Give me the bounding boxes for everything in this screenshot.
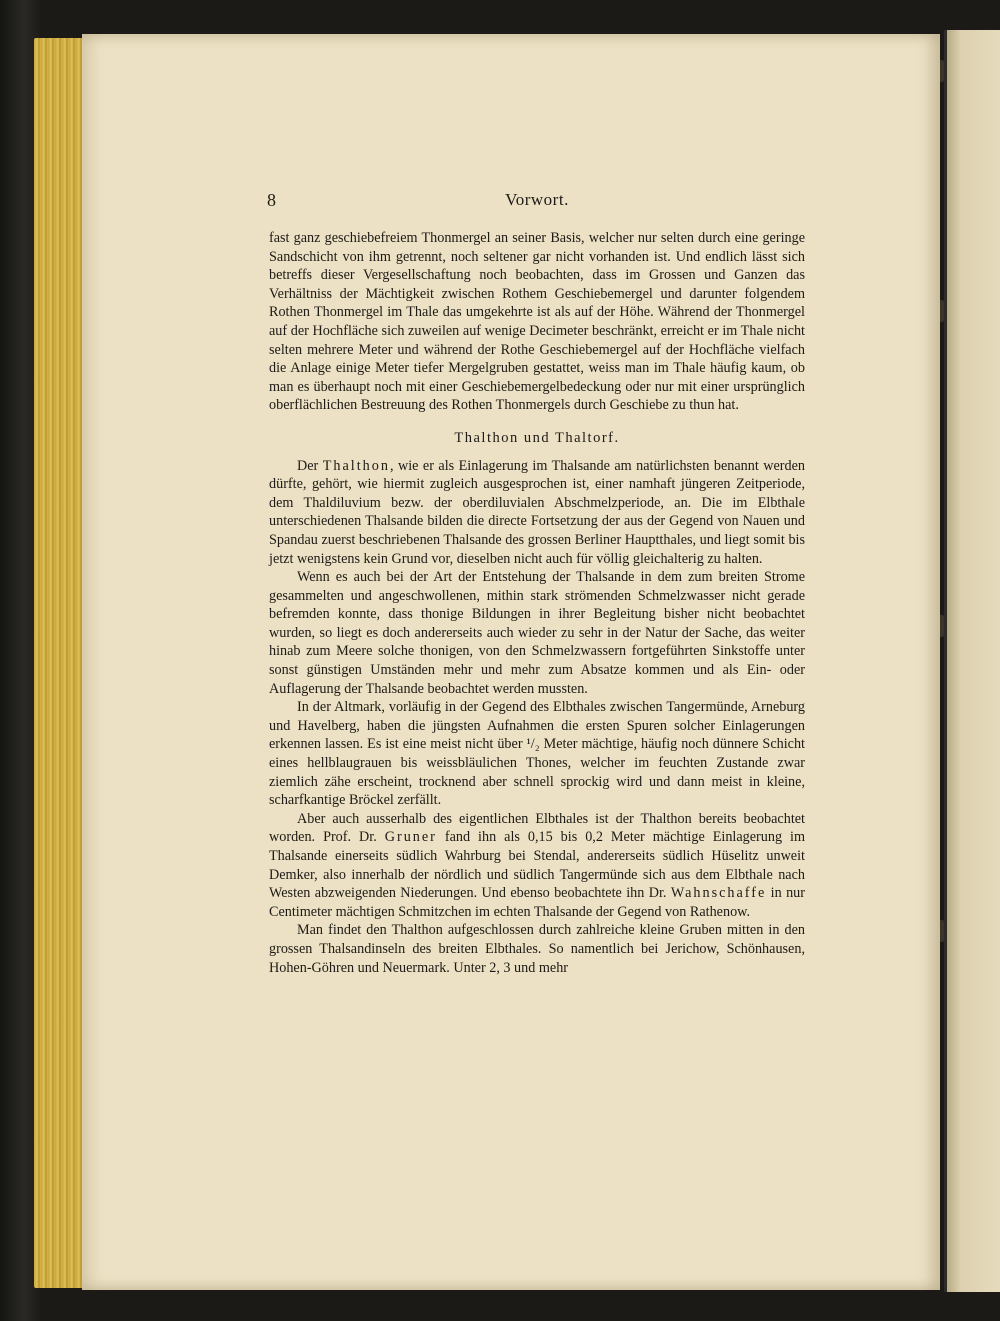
spaced-name: Wahnschaffe	[670, 885, 767, 902]
section-heading: Thalthon und Thaltorf.	[454, 429, 620, 446]
paragraph: Der Thalthon, wie er als Einlagerung im Thalsande am natürlichsten benannt werden dürfte, gehört, wie hiermit zugleich ausgesprochen ist, einer namhaft jüngeren Zeitperiode, dem Thaldiluvium bezw. der oberdiluvialen Abschmelzperiode, an. Die im Elbthale unterschiedenen Thalsande bilden die directe Fortsetzung der aus der Gegend von Nauen und Spandau zuerst beschriebenen Thalsande des grossen Berliner Hauptthales, und liegt somit bis jetzt wenigstens kein Grund vor, dieselben nicht auch für völlig gleichalterig zu halten.	[269, 457, 805, 567]
running-head: Vorwort.	[505, 190, 569, 209]
spaced-name: Thalthon	[322, 457, 390, 474]
page-number: 8	[267, 190, 276, 210]
spaced-name: Gruner	[384, 829, 437, 846]
page-header	[267, 190, 807, 216]
paragraph: In der Altmark, vorläufig in der Gegend des Elbthales zwischen Tangermünde, Arneburg und Havelberg, haben die jüngsten Aufnahmen die ersten Spuren solcher Einlagerungen erkennen lassen. Es ist eine meist nicht über ¹/₂ Meter mächtige, häufig noch dünnere Schicht eines hellblaugrauen bis weissbläulichen Thones, welcher im feuchten Zustande zwar ziemlich zähe erscheint, trocknend aber schnell sprockig wird und dann meist in kleine, scharfkantige Bröckel zerfällt.	[269, 699, 805, 809]
paragraph: Man findet den Thalthon aufgeschlossen durch zahlreiche kleine Gruben mitten in den grossen Thalsandinseln des breiten Elbthales. So namentlich bei Jerichow, Schönhausen, Hohen-Göhren und Neuermark. Unter 2, 3 und mehr	[269, 922, 805, 976]
paragraph: fast ganz geschiebefreiem Thonmergel an seiner Basis, welcher nur selten durch eine geringe Sandschicht von ihm getrennt, noch seltener gar nicht vorhanden ist. Und endlich lässt sich betreffs dieser Vergesellschaftung noch beobachten, dass im Grossen und Ganzen das Verhältniss der Mächtigkeit zwischen Rothem Geschiebemergel und darunter folgendem Rothen Thonmergel im Thale das umgekehrte ist als auf der Höhe. Während der Thonmergel auf der Hochfläche sich zuweilen auf wenige Decimeter beschränkt, erreicht er im Thale nicht selten mehrere Meter und während der Rothe Geschiebemergel auf der Hochfläche vielfach die Anlage einige Meter tiefer Mergelgruben gestattet, weiss man im Thale häufig kaum, ob man es überhaupt noch mit einer Geschiebemergelbedeckung oder nur mit einer ursprünglich oberflächlichen Bestreuung des Rothen Thonmergels durch Geschiebe zu thun hat.	[269, 230, 805, 414]
gilded-page-edges	[34, 38, 84, 1288]
paragraph: Wenn es auch bei der Art der Entstehung der Thalsande in dem zum breiten Strome gesammelten und angeschwollenen, mithin stark strömenden Schmelzwasser nicht gerade befremden konnte, dass thonige Bildungen in ihrer Begleitung bisher nicht beobachtet wurden, so liegt es doch andererseits auch wieder zu sehr in der Natur der Sache, das weiter hinab zum Meere solche thonigen, von den Schmelzwassern fortgeführten Sinkstoffe unter sonst günstigen Umständen mehr und mehr zum Absatze kommen und als Ein- oder Auflagerung der Thalsande beobachtet werden mussten.	[269, 569, 805, 697]
paragraph: Aber auch ausserhalb des eigentlichen Elbthales ist der Thalthon bereits beobachtet worden. Prof. Dr. Gruner fand ihn als 0,15 bis 0,2 Meter mächtige Einlagerung im Thalsande einerseits südlich Wahrburg bei Stendal, andererseits südlich Hüselitz unweit Demker, also innerhalb der nördlich und südlich Tangermünde sich aus dem Elbthale nach Westen abzweigenden Niederungen. Und ebenso beobachtete ihn Dr. Wahnschaffe in nur Centimeter mächtigen Schmitzchen im echten Thalsande der Gegend von Rathenow.	[269, 810, 805, 920]
next-page-edge	[944, 30, 1000, 1292]
body-text	[269, 229, 805, 977]
